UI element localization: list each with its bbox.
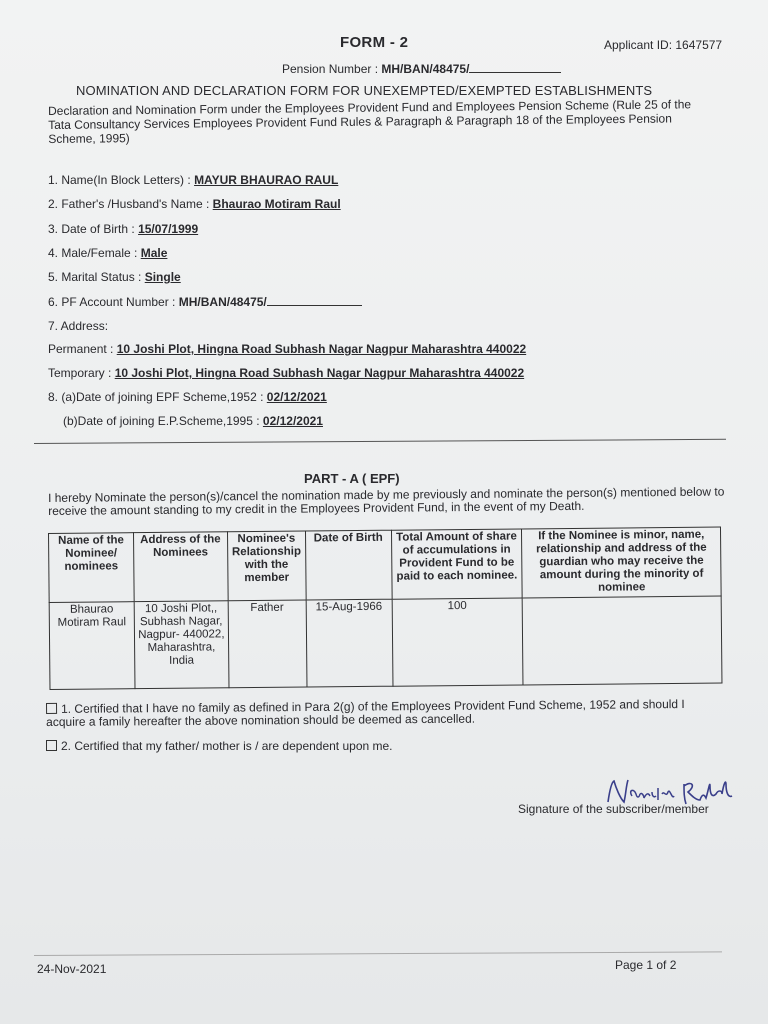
part-a-title: PART - A ( EPF) <box>304 471 400 486</box>
certification-2-text: 2. Certified that my father/ mother is / are dependent upon me. <box>61 739 393 753</box>
nomination-statement: I hereby Nominate the person(s)/cancel the nomination made by me previously and nominate the person(s) mentioned below to receive the amount standing to my credit in the Employees Provident Fund, in the event of my Death. <box>47 484 725 518</box>
field-father <box>48 197 341 211</box>
pension-value: MH/BAN/48475/ <box>381 62 470 76</box>
form-heading: NOMINATION AND DECLARATION FORM FOR UNEXEMPTED/EXEMPTED ESTABLISHMENTS <box>76 83 653 98</box>
field-dob <box>48 222 198 236</box>
form-title: FORM - 2 <box>340 34 409 51</box>
field-permanent <box>48 342 526 356</box>
section-divider <box>34 439 726 444</box>
field-marital-value: Single <box>144 270 181 284</box>
nominee-dob-cell: 15-Aug-1966 <box>306 599 393 687</box>
field-father-value: Bhaurao Motiram Raul <box>212 197 341 211</box>
field-temporary-label: Temporary : <box>48 366 112 380</box>
field-name <box>48 173 338 187</box>
pension-label: Pension Number : <box>282 62 379 76</box>
footer-divider <box>34 951 722 956</box>
field-epf-join-value: 02/12/2021 <box>266 390 327 404</box>
table-row <box>49 596 722 689</box>
field-gender-value: Male <box>140 246 168 260</box>
pf-blank-line <box>267 294 362 306</box>
column-header: Total Amount of share of accumulations in Provident Fund to be paid to each nominee. <box>391 529 522 599</box>
field-pf-account <box>48 294 362 309</box>
nominee-address-cell: 10 Joshi Plot,, Subhash Nagar, Nagpur- 440022, Maharashtra, India <box>134 601 229 689</box>
pension-number <box>282 61 561 76</box>
declaration-text: Declaration and Nomination Form under the Employees Provident Fund and Employees Pension Scheme (Rule 25 of the Tata Consultancy Services Employees Provident Fund Rules & Paragraph & Paragraph 18 of the Employees Pension Scheme, 1995) <box>48 97 692 146</box>
applicant-id: Applicant ID: 1647577 <box>604 38 723 52</box>
table-header-row <box>49 527 722 602</box>
certification-1-checkbox[interactable] <box>46 703 57 714</box>
nominee-relationship-cell: Father <box>228 600 307 688</box>
nominee-name-cell: Bhaurao Motiram Raul <box>49 602 135 690</box>
column-header: Name of the Nominee/ nominees <box>49 533 135 603</box>
field-marital-label: 5. Marital Status : <box>48 270 142 284</box>
field-pf-label: 6. PF Account Number : <box>48 295 176 309</box>
field-dob-label: 3. Date of Birth : <box>48 222 135 236</box>
column-header: Nominee's Relationship with the member <box>227 531 306 601</box>
certification-1-text: 1. Certified that I have no family as defined in Para 2(g) of the Employees Provident Fund Scheme, 1952 and should I acquire a family hereafter the above nomination should be deemed as cancelled. <box>46 696 685 729</box>
field-gender <box>48 246 167 260</box>
field-pf-value: MH/BAN/48475/ <box>178 295 267 309</box>
certification-2 <box>46 740 393 753</box>
column-header: Address of the Nominees <box>133 532 228 602</box>
field-marital <box>48 270 181 284</box>
pension-blank-line <box>469 61 561 73</box>
field-eps-join-value: 02/12/2021 <box>262 414 323 428</box>
nominee-table <box>48 527 722 690</box>
field-father-label: 2. Father's /Husband's Name : <box>48 197 210 211</box>
footer-date: 24-Nov-2021 <box>37 962 107 976</box>
signature-label: Signature of the subscriber/member <box>518 802 709 816</box>
field-gender-label: 4. Male/Female : <box>48 246 138 260</box>
field-name-value: MAYUR BHAURAO RAUL <box>194 173 339 187</box>
field-eps-join-label: (b)Date of joining E.P.Scheme,1995 : <box>63 414 260 428</box>
field-name-label: 1. Name(In Block Letters) : <box>48 173 191 187</box>
field-dob-value: 15/07/1999 <box>138 222 199 236</box>
field-eps-join <box>63 414 323 428</box>
field-permanent-label: Permanent : <box>48 342 114 356</box>
column-header: Date of Birth <box>305 530 391 600</box>
field-temporary <box>48 366 524 380</box>
field-address: 7. Address: <box>48 319 109 333</box>
footer-page-number: Page 1 of 2 <box>615 958 677 972</box>
certification-2-checkbox[interactable] <box>46 740 57 751</box>
certification-1 <box>46 698 721 729</box>
field-epf-join-label: 8. (a)Date of joining EPF Scheme,1952 : <box>48 390 264 404</box>
nominee-share-cell: 100 <box>392 598 524 686</box>
field-permanent-value: 10 Joshi Plot, Hingna Road Subhash Nagar Nagpur Maharashtra 440022 <box>116 342 527 356</box>
field-temporary-value: 10 Joshi Plot, Hingna Road Subhash Nagar Nagpur Maharashtra 440022 <box>114 366 525 380</box>
column-header: If the Nominee is minor, name, relationship and address of the guardian who may receive the amount during the minority of nominee <box>522 527 721 598</box>
field-epf-join <box>48 390 327 404</box>
guardian-cell <box>523 596 722 685</box>
